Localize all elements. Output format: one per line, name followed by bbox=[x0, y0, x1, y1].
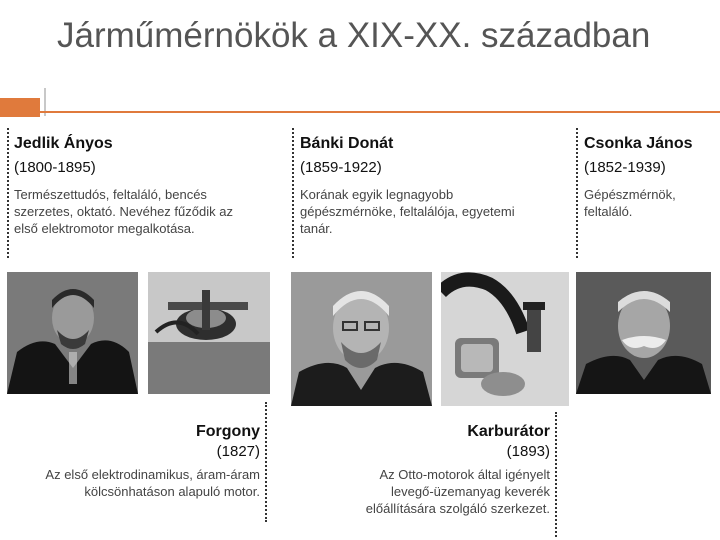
person-banki bbox=[300, 134, 530, 237]
person-jedlik bbox=[14, 134, 254, 237]
person-name: Csonka János bbox=[584, 135, 693, 152]
dotted-divider bbox=[576, 128, 578, 258]
person-years: (1800-1895) bbox=[14, 159, 96, 176]
invention-years: (1827) bbox=[216, 443, 260, 460]
person-name: Jedlik Ányos bbox=[14, 135, 113, 152]
person-description: Gépészmérnök, feltaláló. bbox=[584, 187, 676, 219]
invention-years: (1893) bbox=[506, 443, 550, 460]
accent-block bbox=[0, 98, 40, 117]
caption-karburator bbox=[340, 422, 550, 517]
person-years: (1859-1922) bbox=[300, 159, 382, 176]
person-name: Bánki Donát bbox=[300, 135, 394, 152]
person-description: Korának egyik legnagyobb gépészmérnöke, feltalálója, egyetemi tanár. bbox=[300, 187, 515, 236]
person-csonka bbox=[584, 134, 714, 220]
image-karburator bbox=[441, 272, 569, 406]
portrait-csonka bbox=[576, 272, 711, 394]
dotted-divider bbox=[292, 128, 294, 258]
portrait-jedlik bbox=[7, 272, 138, 394]
invention-name: Forgony bbox=[196, 423, 260, 440]
invention-description: Az első elektrodinamikus, áram-áram kölcsönhatáson alapuló motor. bbox=[45, 467, 260, 499]
dotted-divider bbox=[265, 402, 267, 522]
image-forgony bbox=[148, 272, 270, 394]
slide-title: Járműmérnökök a XIX-XX. században bbox=[57, 16, 651, 55]
invention-name: Karburátor bbox=[467, 423, 550, 440]
person-years: (1852-1939) bbox=[584, 159, 666, 176]
person-description: Természettudós, feltaláló, bencés szerzetes, oktató. Nevéhez fűződik az első elektromotor megalkotása. bbox=[14, 187, 233, 236]
portrait-banki bbox=[291, 272, 432, 406]
invention-description: Az Otto-motorok által igényelt levegő-üzemanyag keverék előállítására szolgáló szerkezet. bbox=[365, 467, 550, 516]
caption-forgony bbox=[40, 422, 260, 500]
dotted-divider bbox=[7, 128, 9, 258]
dotted-divider bbox=[555, 412, 557, 537]
accent-line bbox=[40, 111, 720, 113]
